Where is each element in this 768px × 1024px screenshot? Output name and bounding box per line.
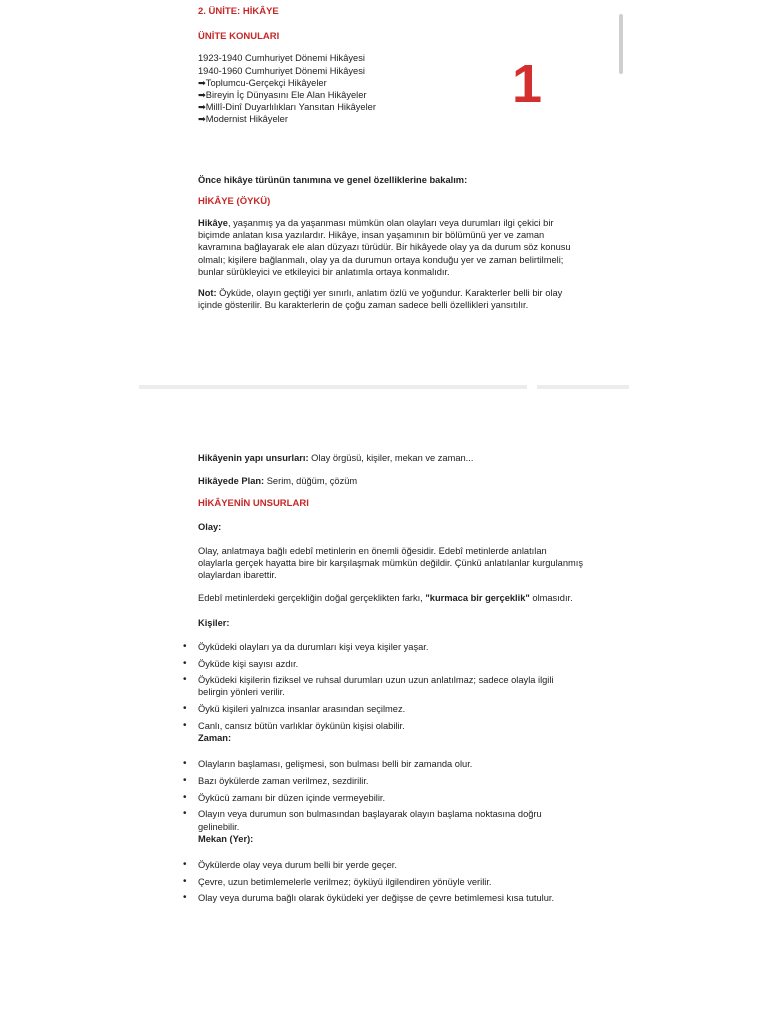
event-heading: Olay: <box>198 521 222 532</box>
list-item: • Olayların başlaması, gelişmesi, son bulması belli bir zamanda olur. <box>198 758 583 770</box>
event-p2-post: olmasıdır. <box>529 593 573 604</box>
people-list <box>198 641 583 732</box>
topic-item: ➡Bireyin İç Dünyasını Ele Alan Hikâyeler <box>198 90 367 101</box>
document-page-1 <box>0 0 768 385</box>
topic-item: 1923-1940 Cumhuriyet Dönemi Hikâyesi <box>198 53 365 64</box>
elements-heading: HİKÂYENİN UNSURLARI <box>198 498 309 510</box>
list-item: • Olayın veya durumun son bulmasından başlayarak olayın başlama noktasına doğru gelinebilir. <box>198 808 583 832</box>
time-heading: Zaman: <box>198 733 232 744</box>
scrollbar-thumb[interactable] <box>619 14 623 74</box>
event-paragraph-2 <box>198 592 583 604</box>
topic-item: ➡Toplumcu-Gerçekçi Hikâyeler <box>198 77 327 88</box>
note-text: Öyküde, olayın geçtiği yer sınırlı, anlatım özlü ve yoğundur. Karakterler belli bir olay içinde gösterilir. Bu karakterlerin de çoğu zaman sadece belli özellikleri yansıtılır. <box>198 288 563 311</box>
page-number-badge: 1 <box>512 54 543 114</box>
time-list <box>198 758 583 833</box>
story-definition <box>198 217 583 278</box>
list-item: • Canlı, cansız bütün varlıklar öykünün kişisi olabilir. <box>198 720 583 732</box>
page-1-content <box>198 6 583 311</box>
structure-label: Hikâyenin yapı unsurları: <box>198 453 309 463</box>
event-p2-bold: "kurmaca bir gerçeklik" <box>425 593 530 604</box>
place-list <box>198 859 583 905</box>
page-divider <box>139 385 629 389</box>
plan-label: Hikâyede Plan: <box>198 476 265 487</box>
definition-term: Hikâye <box>198 218 228 229</box>
list-item: • Bazı öykülerde zaman verilmez, sezdirilir. <box>198 775 583 787</box>
event-paragraph-1: Olay, anlatmaya bağlı edebî metinlerin en önemli öğesidir. Edebî metinlerde anlatılan olaylarla gerçek hayatta bire bir karşılaşmak mümkün değildir. Çünkü anlatılanlar kurgulanmış olaylardan ibarettir. <box>198 545 583 581</box>
definition-text: , yaşanmış ya da yaşanması mümkün olan olayları veya durumları ilgi çekici bir biçimde anlatan kısa yazılardır. Hikâye, insan yaşamının bir bölümünü yer ve zaman kavramına bağlayarak ele alan düzyazı türüdür. Bir hikâyede olay ya da durum söz konusu olmalı; kişilere bağlanmalı, olay ya da durumun ortaya konduğu yer ve zaman belirtilmeli; bunlar sürükleyici ve etkileyici bir anlatımla ortaya konmalıdır. <box>198 218 571 277</box>
plan-text: Serim, düğüm, çözüm <box>264 476 358 487</box>
plan-line <box>198 475 583 487</box>
list-item: • Öykülerde olay veya durum belli bir yerde geçer. <box>198 859 583 871</box>
list-item: • Çevre, uzun betimlemelerle verilmez; öyküyü ilgilendiren yönüyle verilir. <box>198 876 583 888</box>
list-item: • Öykücü zamanı bir düzen içinde vermeyebilir. <box>198 792 583 804</box>
topic-item: ➡Modernist Hikâyeler <box>198 114 288 125</box>
topics-title: ÜNİTE KONULARI <box>198 31 280 43</box>
page-2-content <box>198 452 583 909</box>
list-item: • Öykü kişileri yalnızca insanlar arasından seçilmez. <box>198 703 583 715</box>
event-p2-pre: Edebî metinlerdeki gerçekliğin doğal gerçeklikten farkı, <box>198 593 426 604</box>
topic-item: 1940-1960 Cumhuriyet Dönemi Hikâyesi <box>198 65 365 76</box>
list-item: • Öyküdeki kişilerin fiziksel ve ruhsal durumları uzun uzun anlatılmaz; sadece olayla ilgili belirgin yönleri verilir. <box>198 674 583 698</box>
list-item: • Öyküde kişi sayısı azdır. <box>198 658 583 670</box>
story-heading: HİKÂYE (ÖYKÜ) <box>198 195 271 207</box>
structure-text: Olay örgüsü, kişiler, mekan ve zaman... <box>308 453 474 463</box>
document-page-2 <box>0 390 768 1024</box>
topics-list <box>198 52 583 125</box>
topic-item: ➡Millî-Dinî Duyarlılıkları Yansıtan Hikâyeler <box>198 102 376 113</box>
intro-text: Önce hikâye türünün tanımına ve genel özelliklerine bakalım: <box>198 174 468 185</box>
unit-title: 2. ÜNİTE: HİKÂYE <box>198 6 279 17</box>
people-heading: Kişiler: <box>198 617 230 628</box>
structure-line <box>198 452 583 464</box>
list-item: • Olay veya duruma bağlı olarak öyküdeki yer değişse de çevre betimlemesi kısa tutulur. <box>198 892 583 904</box>
list-item: • Öyküdeki olayları ya da durumları kişi veya kişiler yaşar. <box>198 641 583 653</box>
note-label: Not: <box>198 288 217 299</box>
story-note <box>198 287 583 311</box>
place-heading: Mekan (Yer): <box>198 833 254 844</box>
